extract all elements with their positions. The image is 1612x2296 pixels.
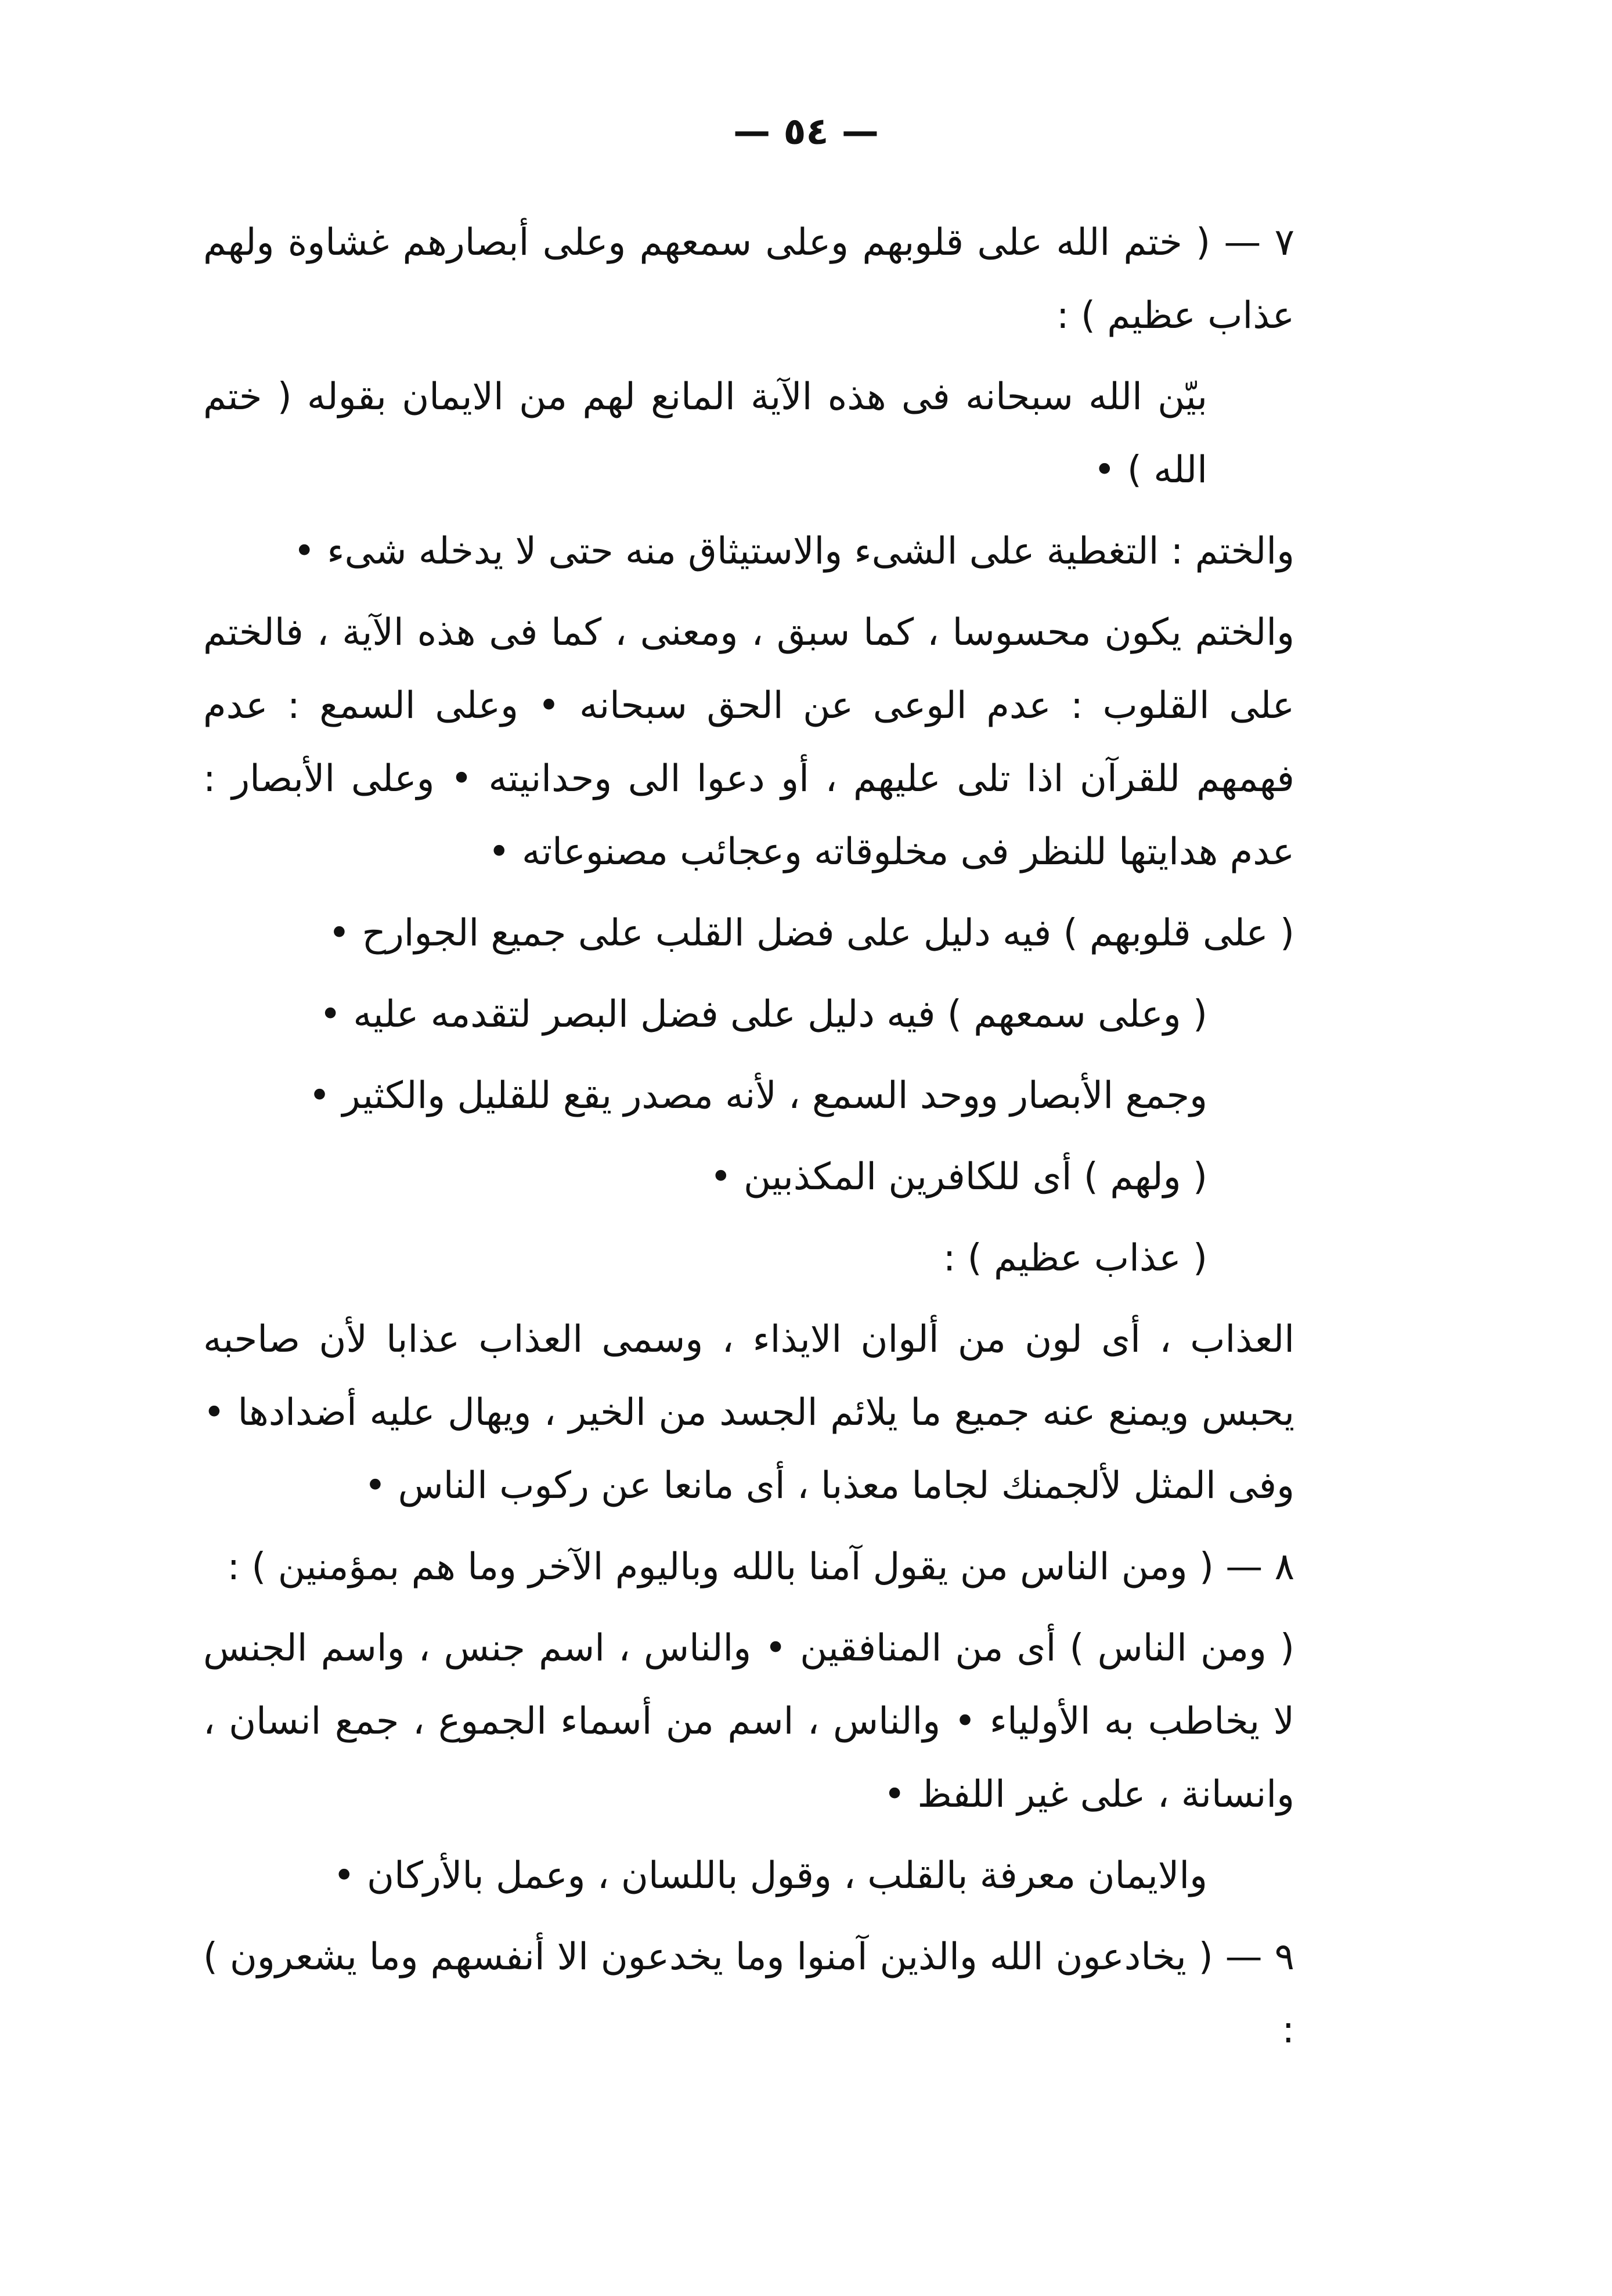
page-body — [203, 206, 1294, 2075]
paragraph-definition-khatm: والختم : التغطية على الشىء والاستيثاق منه حتى لا يدخله شىء • — [293, 530, 1294, 573]
paragraph-hearts: ( على قلوبهم ) فيه دليل على فضل القلب على جميع الجوارح • — [328, 912, 1294, 955]
paragraph-hearing: ( وعلى سمعهم ) فيه دليل على فضل البصر لتقدمه عليه • — [319, 993, 1207, 1036]
paragraph-khatm-types: والختم يكون محسوسا ، كما سبق ، ومعنى ، كما فى هذه الآية ، فالختم على القلوب : عدم الوعى عن الحق سبحانه • وعلى السمع : عدم فهمهم للقرآن اذا تلى عليهم ، أو دعوا الى وحدانيته • وعلى الأبصار : عدم هدايتها للنظر فى مخلوقاته وعجائب مصنوعاته • — [203, 611, 1294, 873]
paragraph-plural-sight: وجمع الأبصار ووحد السمع ، لأنه مصدر يقع للقليل والكثير • — [308, 1074, 1207, 1117]
paragraph-people: ( ومن الناس ) أى من المنافقين • والناس ، اسم جنس ، واسم الجنس لا يخاطب به الأولياء • والناس ، اسم من أسماء الجموع ، جمع انسان ، وانسانة ، على غير اللفظ • — [203, 1627, 1294, 1816]
verse-8-heading: ٨ — ( ومن الناس من يقول آمنا بالله وباليوم الآخر وما هم بمؤمنين ) : — [227, 1546, 1294, 1589]
paragraph-for-them: ( ولهم ) أى للكافرين المكذبين • — [709, 1156, 1207, 1198]
verse-7-heading: ٧ — ( ختم الله على قلوبهم وعلى سمعهم وعلى أبصارهم غشاوة ولهم عذاب عظيم ) : — [203, 221, 1294, 337]
paragraph-punishment-meaning: العذاب ، أى لون من ألوان الايذاء ، وسمى العذاب عذابا لأن صاحبه يحبس ويمنع عنه جميع ما يلائم الجسد من الخير ، ويهال عليه أضدادها • وفى المثل لألجمنك لجاما معذبا ، أى مانعا عن ركوب الناس • — [203, 1318, 1294, 1507]
page-number: — ٥٤ — — [733, 110, 879, 153]
paragraph-explanation-1: بيّن الله سبحانه فى هذه الآية المانع لهم من الايمان بقوله ( ختم الله ) • — [203, 376, 1207, 492]
paragraph-great-punishment: ( عذاب عظيم ) : — [943, 1237, 1207, 1280]
verse-9-heading: ٩ — ( يخادعون الله والذين آمنوا وما يخدعون الا أنفسهم وما يشعرون ) : — [203, 1936, 1294, 2052]
paragraph-faith: والايمان معرفة بالقلب ، وقول باللسان ، وعمل بالأركان • — [333, 1854, 1207, 1897]
